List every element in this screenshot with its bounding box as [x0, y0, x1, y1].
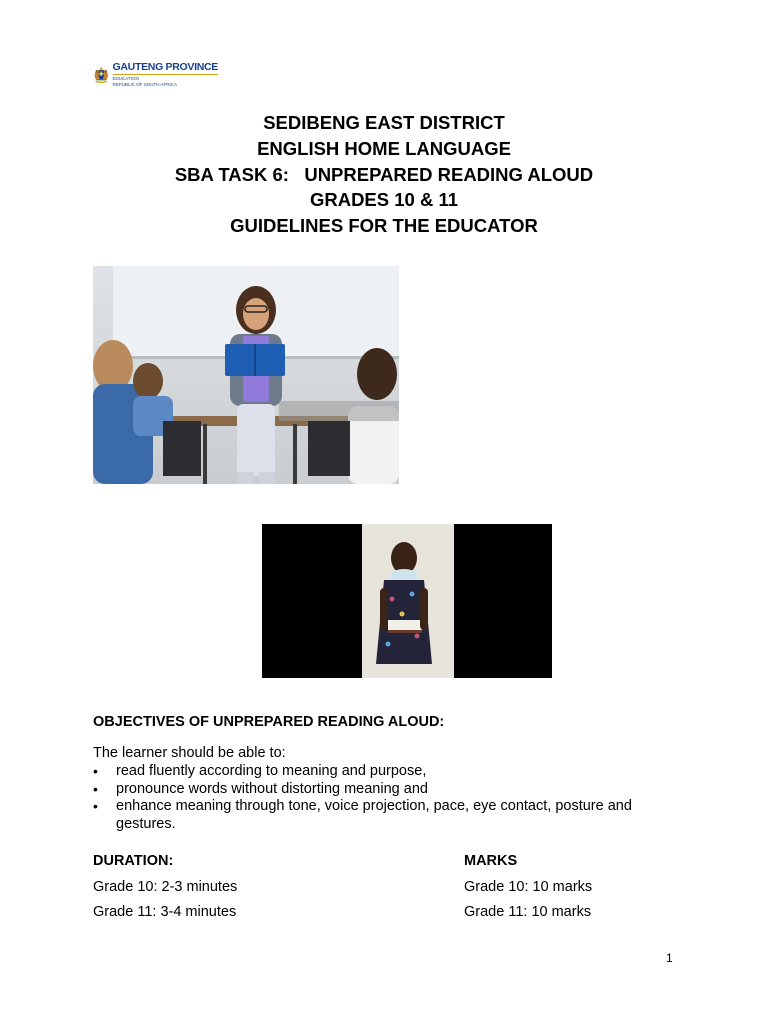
- list-item: [93, 798, 693, 833]
- objectives-list: [93, 763, 693, 833]
- marks-grade11: Grade 11: 10 marks: [464, 904, 592, 920]
- objective-text: read fluently according to meaning and purpose,: [116, 763, 427, 779]
- objectives-intro: The learner should be able to:: [93, 745, 286, 761]
- header-task: SBA TASK 6: UNPREPARED READING ALOUD: [174, 163, 594, 185]
- seated-reader-photo: [262, 524, 552, 678]
- header-subject: ENGLISH HOME LANGUAGE: [257, 137, 511, 159]
- duration-grade11: Grade 11: 3-4 minutes: [93, 904, 237, 920]
- header-district: SEDIBENG EAST DISTRICT: [263, 112, 505, 133]
- logo-country: REPUBLIC OF SOUTH AFRICA: [112, 82, 178, 88]
- bullet-icon: •: [93, 780, 98, 797]
- logo-text: [113, 62, 218, 88]
- marks-heading: MARKS: [464, 853, 518, 869]
- bullet-icon: •: [93, 798, 98, 814]
- bullet-icon: •: [93, 763, 98, 779]
- marks-grade10: Grade 10: 10 marks: [464, 879, 593, 895]
- coat-of-arms-icon: [94, 46, 109, 104]
- objective-text: enhance meaning through tone, voice projection, pace, eye contact, posture and gestures.: [116, 798, 632, 832]
- header-guidelines: GUIDELINES FOR THE EDUCATOR: [230, 215, 538, 237]
- header-grades: GRADES 10 & 11: [309, 189, 459, 211]
- list-item: [93, 763, 693, 781]
- page-number: 1: [666, 951, 673, 965]
- document-header: [0, 110, 768, 239]
- classroom-reading-photo: [93, 266, 399, 484]
- logo-name: GAUTENG PROVINCE: [112, 61, 218, 74]
- gauteng-logo: [94, 46, 218, 104]
- duration-heading: DURATION:: [93, 853, 174, 869]
- logo-subtitle: EDUCATION: [112, 75, 139, 81]
- duration-grade10: Grade 10: 2-3 minutes: [93, 879, 238, 895]
- list-item: [93, 781, 693, 799]
- objectives-heading: OBJECTIVES OF UNPREPARED READING ALOUD:: [93, 714, 445, 730]
- objective-text: pronounce words without distorting meaning and: [116, 780, 428, 797]
